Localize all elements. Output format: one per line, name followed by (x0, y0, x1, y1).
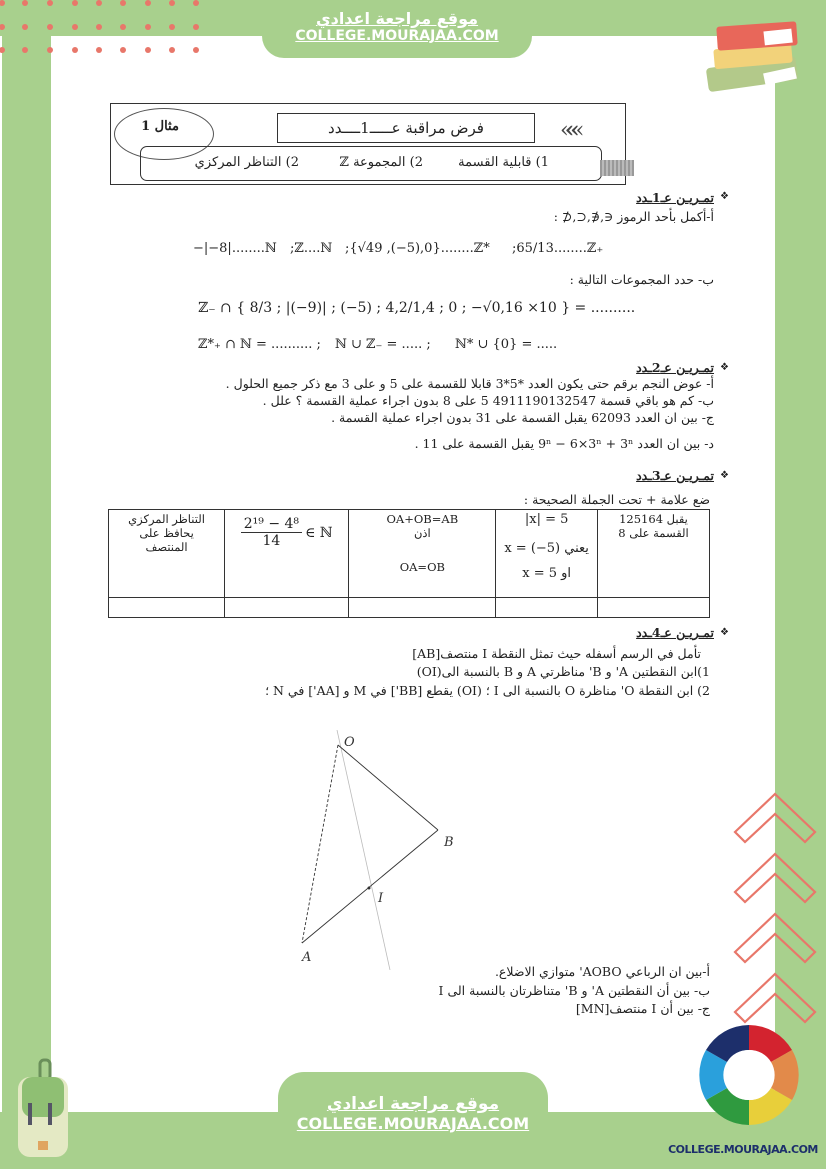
example-label: مثال 1 (141, 119, 179, 134)
logo-site-text[interactable]: COLLEGE.MOURAJAA.COM (668, 1143, 818, 1156)
bullet-icon: ❖ (720, 362, 729, 373)
answer-cell-2[interactable] (496, 598, 598, 618)
cell-fraction-in-n: 2¹⁹ − 4⁸ 14 ∈ ℕ (225, 510, 349, 598)
bullet-icon: ❖ (720, 191, 729, 202)
ex2-item-b: ب- كم هو باقي قسمة 4911190132547 5 على 8 بدون اجراء عملية القسمة ؟ علل . (262, 393, 714, 408)
label-o: O (344, 735, 355, 750)
topic-divisibility: 1) قابلية القسمة (458, 155, 549, 170)
banner-site-link[interactable]: COLLEGE.MOURAJAA.COM (295, 28, 499, 45)
true-false-table (108, 509, 710, 618)
topic-integers-z: 2) المجموعة ℤ (339, 155, 423, 170)
ex2-title: تمـريـن عـ2ـدد (636, 360, 714, 375)
cell-central-symmetry: التناظر المركزي يحافظ على المنتصف (109, 510, 225, 598)
ex4-question-2: 2) ابن النقطة O' مناظرة O بالنسبة الى I ؛ (OI) يقطع [BB'] في M و [AA'] في N ؛ (265, 683, 710, 698)
ex3-instruction: ضع علامة + تحت الجملة الصحيحة : (523, 492, 710, 507)
ex1-a-item-3: ;{√49 ,(−5),0}........ℤ* (345, 241, 490, 256)
banner-arabic-title: موقع مراجعة اعدادي (315, 9, 479, 28)
ex1-title: تمـريـن عـ1ـدد (636, 190, 714, 205)
books-stack-icon (692, 14, 802, 94)
ex1-b-instruction: ب- حدد المجموعات التالية : (569, 272, 714, 287)
topic-central-symmetry: 2) التناظر المركزي (194, 155, 299, 170)
ex1-a-instruction: أ-أكمل بأحد الرموز ∈,∉,⊂,⊄ : (553, 209, 714, 224)
header-gray-bar (600, 160, 634, 176)
ex4-sub-b: ب- بين أن النقطتين A' و B' متناظرتان بالنسبة الى I (438, 983, 710, 998)
ex2-item-d: د- بين ان العدد 9ⁿ − 6×3ⁿ + 3ⁿ يقبل القسمة على 11 . (414, 436, 714, 451)
triangle-figure (290, 730, 470, 970)
ex4-intro: تأمل في الرسم أسفله حيث تمثل النقطة I منتصف[AB] (412, 646, 701, 661)
bullet-icon: ❖ (720, 627, 729, 638)
label-b: B (444, 835, 454, 850)
ex1-b-set-expression: ℤ₋ ∩ { 8/3 ; |(−9)| ; (−5) ; 4,2/1,4 ; 0 ; −√0,16 ×10 } = .......... (198, 300, 636, 316)
ex1-b-expr-2: ℕ ∪ ℤ₋ = ..... ; (335, 337, 431, 352)
answer-cell-5[interactable] (109, 598, 225, 618)
double-chevron-left-icon: ««« (560, 118, 577, 143)
backpack-icon (12, 1055, 72, 1160)
ex3-title: تمـريـن عـ3ـدد (636, 468, 714, 483)
ex4-question-1: 1)ابن النقطتين A' و B' مناظرتي A و B بالنسبة الى(OI) (416, 664, 710, 679)
frame-left-bar (2, 0, 51, 1169)
answer-cell-4[interactable] (225, 598, 349, 618)
ex2-item-a: أ- عوض النجم برقم حتى يكون العدد *5*3 قابلا للقسمة على 5 و على 3 مع ذكر جميع الحلول . (225, 376, 714, 391)
banner-site-link[interactable]: COLLEGE.MOURAJAA.COM (296, 1114, 530, 1134)
cell-oa-ob: OA+OB=AB اذن OA=OB (349, 510, 496, 598)
banner-arabic-title: موقع مراجعة اعدادي (326, 1094, 500, 1114)
cell-absolute-value: |x| = 5 x = (−5) يعني x = 5 او (496, 510, 598, 598)
top-banner (262, 0, 532, 58)
exam-title: فرض مراقبة عـــــ1ــــدد (277, 113, 535, 143)
chevron-up-decoration-icon (733, 792, 826, 1042)
bottom-banner (278, 1072, 548, 1142)
answer-cell-1[interactable] (597, 598, 709, 618)
bullet-icon: ❖ (720, 470, 729, 481)
ex4-sub-a: أ-بين ان الرباعي AOBO' متوازي الاضلاع. (494, 964, 710, 979)
ex1-a-item-4: ;65/13........ℤ₊ (512, 241, 604, 256)
topics-box (140, 146, 602, 181)
label-a: A (302, 950, 312, 965)
ex4-title: تمـريـن عـ4ـدد (636, 625, 714, 640)
ex1-a-item-2: ;ℤ....ℕ (290, 241, 333, 256)
label-i: I (378, 891, 384, 906)
cell-divisibility-by-8: 125164 يقبل القسمة على 8 (597, 510, 709, 598)
ex2-item-c: ج- بين ان العدد 62093 يقبل القسمة على 31 بدون اجراء عملية القسمة . (331, 410, 714, 425)
answer-cell-3[interactable] (349, 598, 496, 618)
subjects-ring-logo (696, 1022, 802, 1128)
ex1-a-item-1: −|−8|........ℕ (193, 241, 277, 256)
ex1-b-expr-1: ℤ*₊ ∩ ℕ = .......... ; (198, 337, 321, 352)
ex1-b-expr-3: ℕ* ∪ {0} = ..... (455, 337, 558, 352)
dot-grid-decoration (0, 0, 210, 55)
ex4-sub-c: ج- بين أن I منتصف[MN] (575, 1001, 710, 1016)
